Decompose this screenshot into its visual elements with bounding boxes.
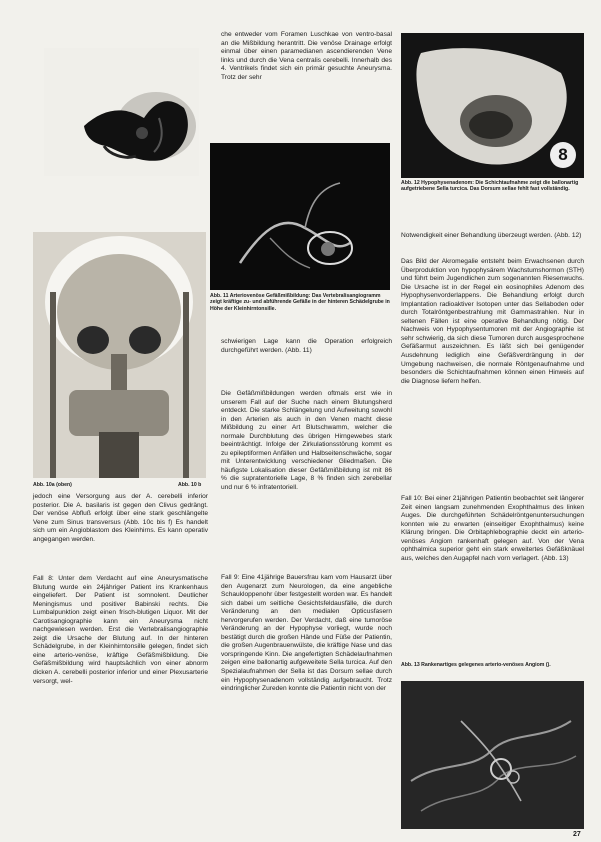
figure-12-sella-tomogram (401, 33, 584, 178)
figure-10a-angiogram (44, 48, 199, 176)
figure-10-label-right: Abb. 10 b (178, 482, 202, 488)
figure-10b-skull-xray (33, 232, 206, 478)
vertebral-angiogram-image (210, 143, 390, 290)
col2-paragraph-top: che entweder vom Foramen Luschkae von ventro-basal an die Mißbildung herantritt. Die venöse Drainage erfolgt einmal über einen paramedianen ascendierenden Vene links und durch die Vena centralis cerebelli. Innerhalb des 4. Ventrikels findet sich ein primär gesuchte Aneurysma. Trotz der sehr (221, 31, 392, 81)
col1-paragraph-top: jedoch eine Versorgung aus der A. cerebelli inferior posterior. Die A. basilaris ist gegen den Clivus gedrängt. Der venöse Abfluß erfolgt über eine stark geschlängelte Vene zum Sinus transversus (Abb. 10c bis f) Es handelt sich um ein Angioblastom des Kleinhirns. Es kann operativ angegangen werden. (33, 493, 208, 543)
figure-13-orbitophlebogram (401, 681, 584, 829)
col3-paragraph-fall10: Fall 10: Bei einer 21jährigen Patientin beobachtet seit längerer Zeit einen langsam zunehmenden Exophthalmus des linken Auges. Die durchgeführten Schädelröntgenuntersuchungen konnten wie zu erwarten (einseitiger Exophthalmus) keine Klärung bringen. Die Orbitaphlebographie deckt ein arterio-venöses Angiom rankenhaft gelegen auf. Von der Vena ophthalmica superior geht ein stark erweitertes Gefäßknäuel aus, welches den Augapfel nach vorn verlagert. (Abb. 13) (401, 495, 584, 562)
figure-11-caption: Abb. 11 Arteriovenöse Gefäßmißbildung: Das Vertebralisangiogramm zeigt kräftige zu- und abführende Gefäße in der hinteren Schädelgrube in Höhe der Kleinhirntonsille. (210, 293, 390, 312)
angiogram-image (44, 48, 199, 176)
col3-paragraph-2: Das Bild der Akromegalie entsteht beim Erwachsenen durch Überproduktion von hypophysärem Wachstumshormon (STH) und führt beim Jugendlichen zum sogenannten Riesenwuchs. Die Ursache ist in der Regel ein eosinophiles Adenom des Hypophysenvorderlappens. Die Behandlung erfolgt durch Implantation radioaktiver Isotopen unter das Sellaboden oder durch Totalröntgenbestrahlung mit Gammastrahlen. Nur in seltenen Fällen ist eine operative Behandlung nötig. Der Nachweis von Hypophysentumoren mit der Angiographie ist sehr schwierig, da sich diese Tumoren durch ausgesprochene Gefäßarmut auszeichnen. Es läßt sich bei genügender Ausdehnung lediglich eine Gefäßverdrängung in der Umgebung nachweisen, die normale Röntgenaufnahme und besonders die Schichtaufnahmen können einen Hinweis auf die Diagnose liefern helfen. (401, 258, 584, 385)
figure-10-label-left: Abb. 10a (oben) (33, 482, 72, 488)
col1-paragraph-fall8: Fall 8: Unter dem Verdacht auf eine Aneurysmatische Blutung wurde ein 24jähriger Patient ins Krankenhaus eingeliefert. Der Patient ist somnolent. Deutlicher Meningismus und positiver Babinski rechts. Die Lumbalpunktion zeigt einen frisch-blutigen Liquor. Mit der Carotisangiographie kann ein Aneurysma nicht nachgewiesen werden. Erst die Vertebralisangiographie zeigt die Ursache der Blutung auf. In der hinteren Schädelgrube, in der Kleinhirntonsille gelegen, findet sich eine arterio-venöse, kräftige Gefäßmißbildung. Die Gefäßmißbildung wird hauptsächlich von einer abnorm dicken A. cerebelli posterior inferior und einer Plexusarterie versorgt, wel- (33, 575, 208, 685)
orbitophlebogram-image (401, 681, 584, 829)
col2-paragraph-fall9: Fall 9: Eine 41jährige Bauersfrau kam vom Hausarzt über den Augenarzt zum Neurologen, da eine angebliche Schaukloppenohr über festgestellt worden war. Es handelt sich dabei um seitliche Gesichtsfeldausfälle, die durch Veränderung an den medialen Opticusfasern hervorgerufen werden. Der Verdacht, daß eine tumoröse Veränderung an der Hypophyse vorliegt, wurde noch bestätigt durch die großen Hände und Füße der Patientin, die großen Augenbrauenwülste, die kräftige Nase und das vorspringende Kinn. Die angefertigten Schädelaufnahmen zeigen eine ballonartig aufgeweitete Sella turcica. Auf den Spezialaufnahmen der Sella ist das Dorsum sellae durch ein Hypophysenadenom vollständig aufgebraucht. Trotz eindringlicher Zureden konnte die Patientin nicht von der (221, 574, 392, 693)
figure-12-badge: 8 (550, 142, 576, 168)
col2-paragraph-mid: schwierigen Lage kann die Operation erfolgreich durchgeführt werden. (Abb. 11) (221, 338, 392, 354)
col2-paragraph-2: Die Gefäßmißbildungen werden oftmals erst wie in unserem Fall auf der Suche nach einem Blutungsherd entdeckt. Die starke Schlängelung und Aufweitung sowohl in den Arterien als auch in den Venen macht diese Mißbildung zu einer Art Blutschwamm, welcher die normale Durchblutung des übrigen Hirngewebes stark beeinträchtigt. Infolge der Zirkulationsstörung kommt es zu epileptiformen Anfällen und Halbseitenschwäche, sogar mit Unterentwicklung verschiedener Gliedmaßen. Die häufigste Lokalisation dieser Gefäßmißbildung ist mit 86 % die supratentorielle Lage, 8 % finden sich zerebellar und nur 6 % infratentoriell. (221, 390, 392, 492)
figure-11-angiogram (210, 143, 390, 290)
figure-13-caption: Abb. 13 Rankenartiges gelegenes arterio-venöses Angiom (). (401, 662, 551, 668)
page-number: 27 (573, 831, 581, 838)
skull-xray-image (33, 232, 206, 478)
figure-12-caption: Abb. 12 Hypophysenadenom: Die Schichtaufnahme zeigt die ballonartig aufgetriebene Sella turcica. Das Dorsum sellae fehlt fast vollständig. (401, 180, 579, 193)
col3-paragraph-top: Notwendigkeit einer Behandlung überzeugt werden. (Abb. 12) (401, 232, 582, 239)
